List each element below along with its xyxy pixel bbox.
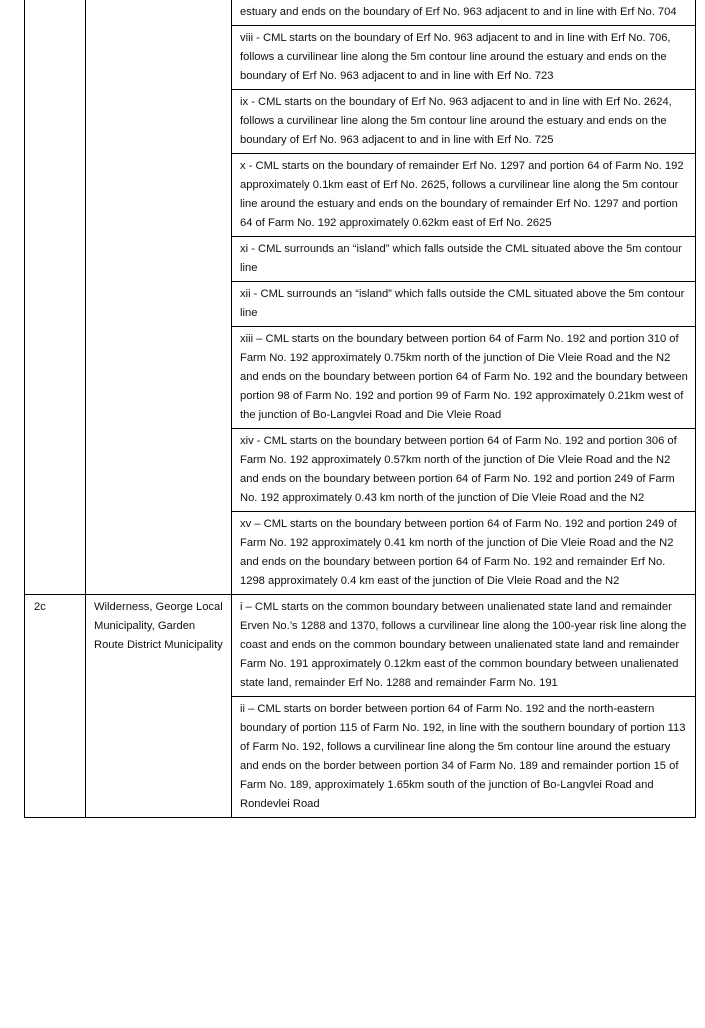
cml-entry: xiv - CML starts on the boundary between portion 64 of Farm No. 192 and portion 306 of Farm No. 192 approximately 0.57km north of the junction of Die Vleie Road and the N2 and ends on the boundary between portion 64 of Farm No. 192 and portion 249 of Farm No. 192 approximately 0.43 km north of the junction of Die Vleie Road and the N2 xyxy=(232,429,696,512)
cml-description-table xyxy=(24,0,696,818)
cml-entry: viii - CML starts on the boundary of Erf No. 963 adjacent to and in line with Erf No. 706, follows a curvilinear line along the 5m contour line around the estuary and ends on the boundary of Erf No. 963 adjacent to and in line with Erf No. 723 xyxy=(232,26,696,90)
cml-entry: ix - CML starts on the boundary of Erf No. 963 adjacent to and in line with Erf No. 2624, follows a curvilinear line along the 5m contour line around the estuary and ends on the boundary of Erf No. 963 adjacent to and in line with Erf No. 725 xyxy=(232,90,696,154)
area-cell: Wilderness, George Local Municipality, Garden Route District Municipality xyxy=(86,595,232,818)
cml-entry: estuary and ends on the boundary of Erf No. 963 adjacent to and in line with Erf No. 704 xyxy=(232,0,696,26)
cml-entry: ii – CML starts on border between portion 64 of Farm No. 192 and the north-eastern boundary of portion 115 of Farm No. 192, in line with the southern boundary of portion 113 of Farm No. 192, follows a curvilinear line along the 5m contour line around the estuary and ends on the border between portion 34 of Farm No. 189 and remainder portion 15 of Farm No. 189, approximately 1.65km south of the junction of Bo-Langvlei Road and Rondevlei Road xyxy=(232,697,696,818)
row-number-cell: 2c xyxy=(25,595,86,818)
cml-entry: xi - CML surrounds an “island” which falls outside the CML situated above the 5m contour line xyxy=(232,237,696,282)
table-row xyxy=(25,595,696,697)
cml-entry: i – CML starts on the common boundary between unalienated state land and remainder Erven No.’s 1288 and 1370, follows a curvilinear line along the 100-year risk line along the coast and ends on the common boundary between unalienated state land and remainder Farm No. 191 approximately 0.12km east of the common boundary between unalienated state land, remainder Erf No. 1288 and remainder Farm No. 191 xyxy=(232,595,696,697)
cml-entry: xv – CML starts on the boundary between portion 64 of Farm No. 192 and portion 249 of Farm No. 192 approximately 0.41 km north of the junction of Die Vleie Road and the N2 and ends on the boundary between portion 64 of Farm No. 192 and remainder Erf No. 1298 approximately 0.4 km east of the junction of Die Vleie Road and the N2 xyxy=(232,512,696,595)
cml-entry: xiii – CML starts on the boundary between portion 64 of Farm No. 192 and portion 310 of Farm No. 192 approximately 0.75km north of the junction of Die Vleie Road and the N2 and ends on the boundary between portion 64 of Farm No. 192 and the boundary between portion 98 of Farm No. 192 and portion 99 of Farm No. 192 approximately 0.21km west of the junction of Bo-Langvlei Road and Die Vleie Road xyxy=(232,327,696,429)
cml-entry: xii - CML surrounds an “island” which falls outside the CML situated above the 5m contour line xyxy=(232,282,696,327)
row-number-cell xyxy=(25,0,86,595)
table-row xyxy=(25,0,696,26)
area-cell xyxy=(86,0,232,595)
cml-entry: x - CML starts on the boundary of remainder Erf No. 1297 and portion 64 of Farm No. 192 approximately 0.1km east of Erf No. 2625, follows a curvilinear line along the 5m contour line around the estuary and ends on the boundary of remainder Erf No. 1297 and portion 64 of Farm No. 192 approximately 0.62km east of Erf No. 2625 xyxy=(232,154,696,237)
